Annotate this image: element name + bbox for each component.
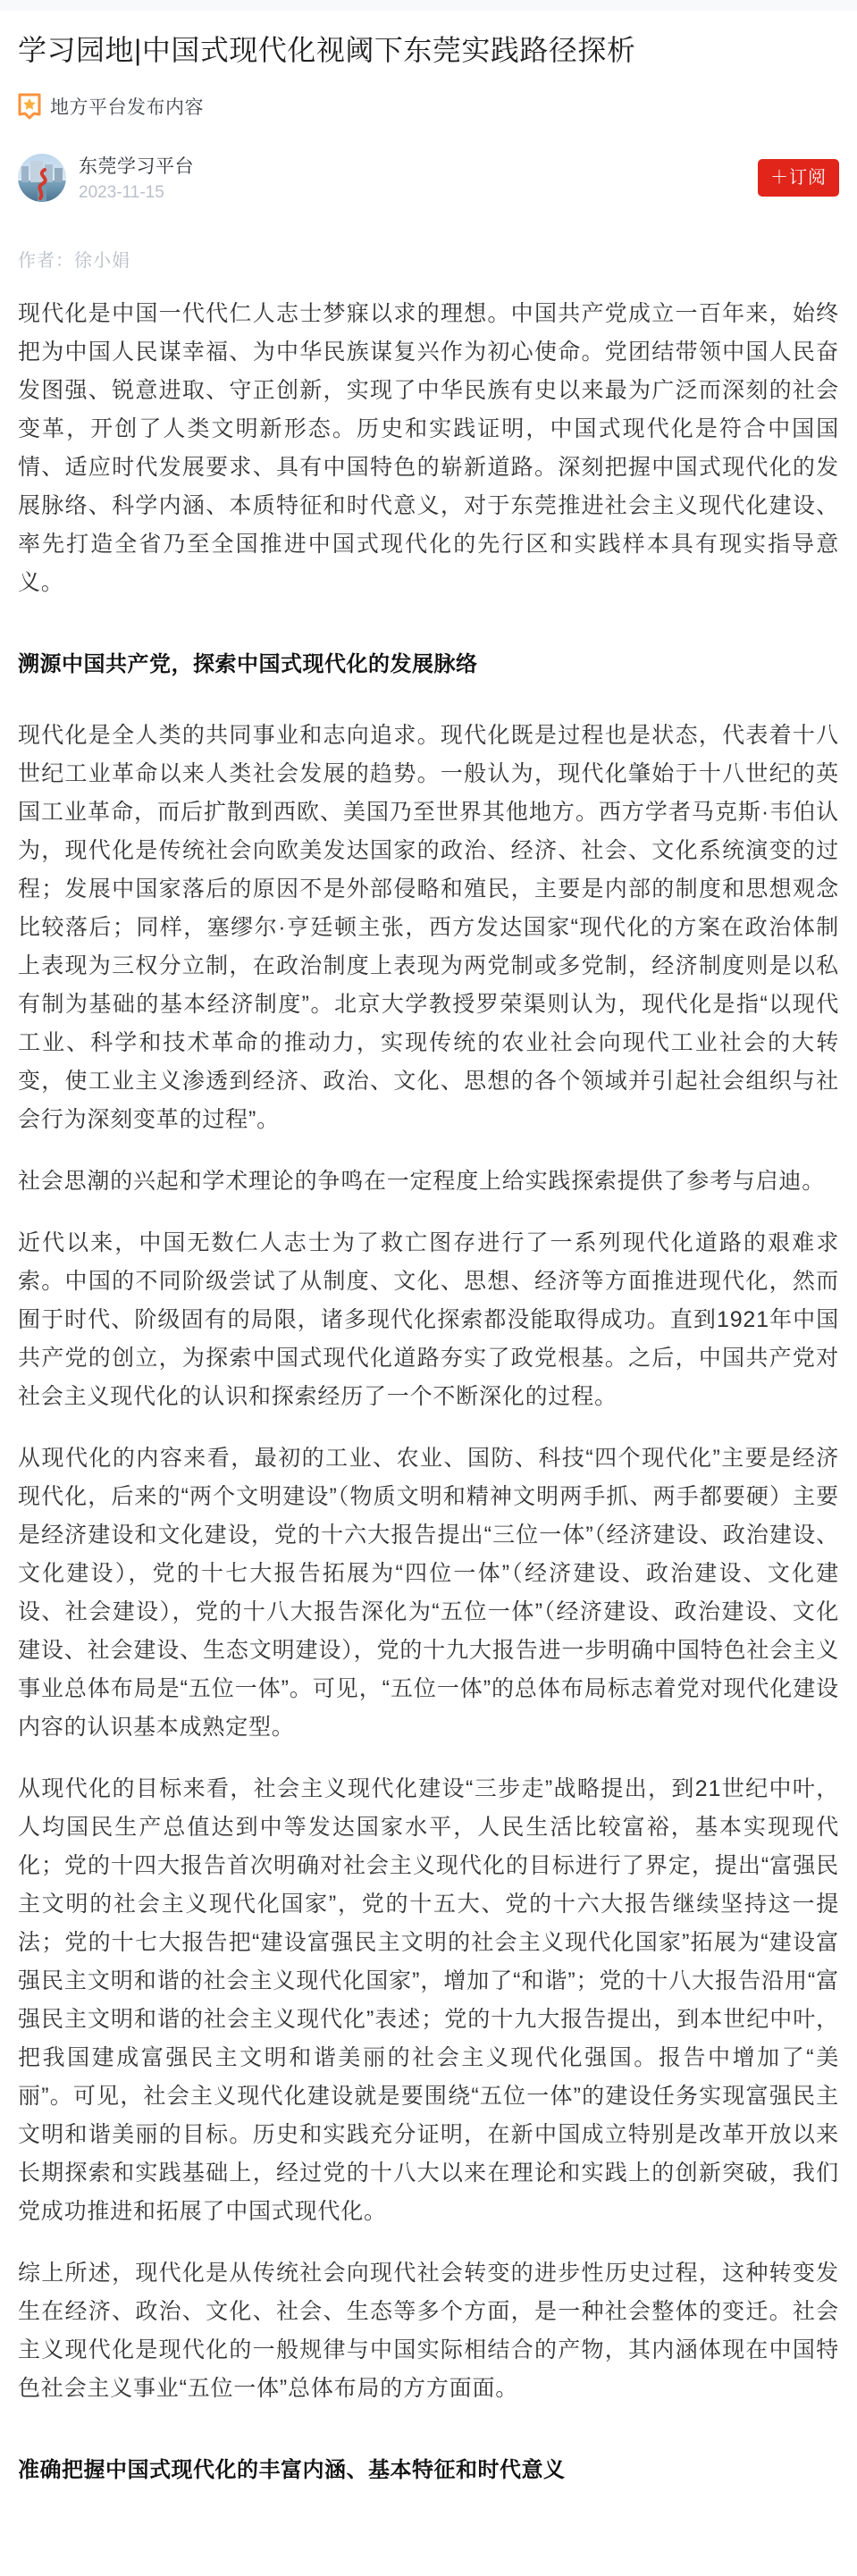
- content-tag-label: 地方平台发布内容: [50, 97, 204, 118]
- article-paragraph: 现代化是中国一代代仁人志士梦寐以求的理想。中国共产党成立一百年来，始终把为中国人民谋幸福、为中华民族谋复兴作为初心使命。党团结带领中国人民奋发图强、锐意进取、守正创新，实现了中华民族有史以来最为广泛而深刻的社会变革，开创了人类文明新形态。历史和实践证明，中国式现代化是符合中国国情、适应时代发展要求、具有中国特色的崭新道路。深刻把握中国式现代化的发展脉络、科学内涵、本质特征和时代意义，对于东莞推进社会主义现代化建设、率先打造全省乃至全国推进中国式现代化的先行区和实践样本具有现实指导意义。: [18, 301, 839, 595]
- publisher-avatar[interactable]: [18, 154, 66, 202]
- article-paragraph: 从现代化的内容来看，最初的工业、农业、国防、科技“四个现代化”主要是经济现代化，后来的“两个文明建设”（物质文明和精神文明两手抓、两手都要硬）主要是经济建设和文化建设，党的十六大报告提出“三位一体”（经济建设、政治建设、文化建设），党的十七大报告拓展为“四位一体”（经济建设、政治建设、文化建设、社会建设），党的十八大报告深化为“五位一体”（经济建设、政治建设、文化建设、社会建设、生态文明建设），党的十九大报告进一步明确中国特色社会主义事业总体布局是“五位一体”。可见，“五位一体”的总体布局标志着党对现代化建设内容的认识基本成熟定型。: [18, 1446, 839, 1740]
- article-body: [18, 295, 839, 2487]
- article-paragraph: 近代以来，中国无数仁人志士为了救亡图存进行了一系列现代化道路的艰难求索。中国的不同阶级尝试了从制度、文化、思想、经济等方面推进现代化，然而囿于时代、阶级固有的局限，诸多现代化探索都没能取得成功。直到1921年中国共产党的创立，为探索中国式现代化道路夯实了政党根基。之后，中国共产党对社会主义现代化的认识和探索经历了一个不断深化的过程。: [18, 1230, 839, 1409]
- content-tag: [18, 93, 839, 120]
- section-heading: 溯源中国共产党，探索中国式现代化的发展脉络: [18, 652, 478, 676]
- publisher-row: [18, 152, 839, 203]
- publisher-meta: [79, 152, 758, 203]
- article-page: [0, 11, 857, 2576]
- article-paragraph: 现代化是全人类的共同事业和志向追求。现代化既是过程也是状态，代表着十八世纪工业革命以来人类社会发展的趋势。一般认为，现代化肇始于十八世纪的英国工业革命，而后扩散到西欧、美国乃至世界其他地方。西方学者马克斯·韦伯认为，现代化是传统社会向欧美发达国家的政治、经济、社会、文化系统演变的过程；发展中国家落后的原因不是外部侵略和殖民，主要是内部的制度和思想观念比较落后；同样，塞缪尔·亨廷顿主张，西方发达国家“现代化的方案在政治体制上表现为三权分立制，在政治制度上表现为两党制或多党制，经济制度则是以私有制为基础的基本经济制度”。北京大学教授罗荣渠则认为，现代化是指“以现代工业、科学和技术革命的推动力，实现传统的农业社会向现代工业社会的大转变，使工业主义渗透到经济、政治、文化、思想的各个领域并引起社会组织与社会行为深刻变革的过程”。: [18, 723, 839, 1132]
- bookmark-star-icon: [18, 93, 41, 120]
- subscribe-button[interactable]: ＋订阅: [758, 159, 839, 197]
- publisher-name[interactable]: 东莞学习平台: [79, 156, 194, 177]
- article-paragraph: 社会思潮的兴起和学术理论的争鸣在一定程度上给实践探索提供了参考与启迪。: [18, 1169, 826, 1194]
- page-top-strip: [0, 0, 857, 11]
- publish-date: 2023-11-15: [79, 183, 164, 202]
- avatar-image: [18, 154, 66, 202]
- page-title: 学习园地|中国式现代化视阈下东莞实践路径探析: [18, 34, 636, 66]
- section-heading: 准确把握中国式现代化的丰富内涵、基本特征和时代意义: [18, 2458, 566, 2482]
- author-line: 作者：徐小娟: [18, 251, 130, 271]
- article-paragraph: 综上所述，现代化是从传统社会向现代社会转变的进步性历史过程，这种转变发生在经济、政治、文化、社会、生态等多个方面，是一种社会整体的变迁。社会主义现代化是现代化的一般规律与中国实际相结合的产物，其内涵体现在中国特色社会主义事业“五位一体”总体布局的方方面面。: [18, 2261, 839, 2401]
- article-paragraph: 从现代化的目标来看，社会主义现代化建设“三步走”战略提出，到21世纪中叶，人均国民生产总值达到中等发达国家水平，人民生活比较富裕，基本实现现代化；党的十四大报告首次明确对社会主义现代化的目标进行了界定，提出“富强民主文明的社会主义现代化国家”，党的十五大、党的十六大报告继续坚持这一提法；党的十七大报告把“建设富强民主文明的社会主义现代化国家”拓展为“建设富强民主文明和谐的社会主义现代化国家”，增加了“和谐”；党的十八大报告沿用“富强民主文明和谐的社会主义现代化”表述；党的十九大报告提出，到本世纪中叶，把我国建成富强民主文明和谐美丽的社会主义现代化强国。报告中增加了“美丽”。可见，社会主义现代化建设就是要围绕“五位一体”的建设任务实现富强民主文明和谐美丽的目标。历史和实践充分证明，在新中国成立特别是改革开放以来长期探索和实践基础上，经过党的十八大以来在理论和实践上的创新突破，我们党成功推进和拓展了中国式现代化。: [18, 1776, 839, 2224]
